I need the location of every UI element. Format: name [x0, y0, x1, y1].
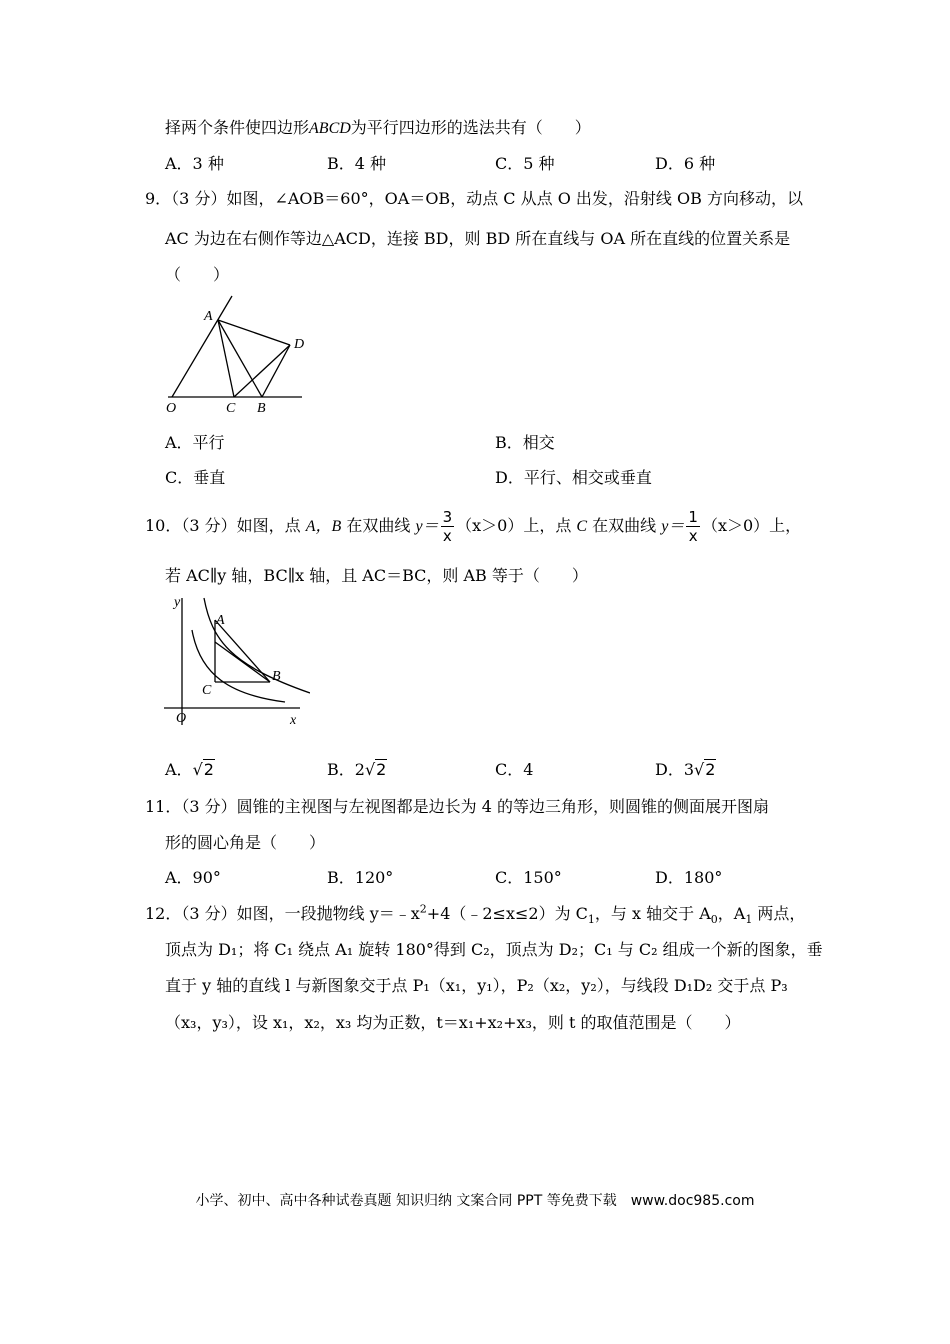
q9-stem-line3: （ ）: [165, 265, 230, 284]
q10-mid2: 在双曲线: [587, 516, 662, 535]
q12-stem-line3: 直于 y 轴的直线 l 与新图象交于点 P₁（x₁，y₁），P₂（x₂，y₂），与线段 D₁D₂ 交于点 P₃: [165, 976, 788, 995]
q10-option-d: [655, 759, 716, 781]
q8-abcd: ABCD: [309, 120, 351, 137]
q10-option-c-value: 4: [523, 760, 534, 779]
q8-option-b: B．4 种: [327, 154, 387, 173]
q10-ab: A，B: [305, 518, 342, 535]
q9-option-b: B．相交: [495, 433, 555, 452]
q10-cond1: （x＞0）上，点: [456, 516, 577, 535]
q12-line1-post: +4（﹣2≤x≤2）为 C: [426, 904, 588, 923]
q10-option-a-label: A．: [165, 760, 193, 779]
q12-line1-end3: 两点，: [752, 904, 806, 923]
q10-label-a: A: [216, 613, 225, 628]
q8-tail2-text: 为平行四边形的选法共有（ ）: [350, 118, 591, 137]
q10-option-a-radicand: 2: [203, 760, 214, 779]
q8-stem-tail: [165, 117, 591, 140]
sqrt-icon: √2: [364, 760, 387, 779]
q11-option-a: A．90°: [165, 868, 221, 887]
q12-stem-line2: 顶点为 D₁；将 C₁ 绕点 A₁ 旋转 180°得到 C₂，顶点为 D₂；C₁ 与 C₂ 组成一个新的图象，垂: [165, 940, 823, 959]
q12-sup2: 2: [419, 902, 427, 916]
q12-line1-end: ，与 x 轴交于 A: [594, 904, 711, 923]
page-footer: 小学、初中、高中各种试卷真题 知识归纳 文案合同 PPT 等免费下载 www.doc985.com: [195, 1193, 755, 1209]
q9-option-c: C．垂直: [165, 468, 226, 487]
q10-fraction-1-over-x: [686, 508, 700, 545]
q10-cond2: （x＞0）上，: [701, 516, 802, 535]
q10-label-x: x: [290, 713, 297, 728]
q11-option-b: B．120°: [327, 868, 394, 887]
q10-option-d-label: D．: [655, 760, 684, 779]
q8-option-a: A．3 种: [165, 154, 224, 173]
sqrt-icon: √2: [694, 760, 716, 779]
q11-option-d: D．180°: [655, 868, 723, 887]
q9-option-d: D．平行、相交或垂直: [495, 468, 652, 487]
q11-stem-line1: 11．（3 分）圆锥的主视图与左视图都是边长为 4 的等边三角形，则圆锥的侧面展开图扇: [145, 797, 769, 816]
q10-option-c: [495, 759, 533, 781]
q10-frac2-num: 1: [688, 508, 698, 526]
q10-frac2-den: x: [688, 527, 698, 545]
q12-line1-pre: 12．（3 分）如图，一段抛物线 y＝﹣x: [145, 904, 420, 923]
q8-option-d: D．6 种: [655, 154, 716, 173]
q12-line1-sub0: 0: [710, 913, 718, 927]
q10-figure: [160, 590, 310, 730]
q9-stem-line2: AC 为边在右侧作等边△ACD，连接 BD，则 BD 所在直线与 OA 所在直线的位置关系是: [165, 229, 791, 248]
q10-option-b-coef: 2: [354, 760, 365, 779]
q10-prefix: 10．（3 分）如图，点: [145, 516, 306, 535]
q8-option-c: C．5 种: [495, 154, 555, 173]
q10-label-y: y: [174, 595, 181, 610]
q10-mid1: 在双曲线: [341, 516, 416, 535]
q10-option-d-coef: 3: [683, 760, 695, 779]
q12-line1-sub1: 1: [745, 913, 753, 927]
q9-stem-line1: 9．（3 分）如图，∠AOB＝60°，OA＝OB，动点 C 从点 O 出发，沿射线 OB 方向移动，以: [145, 189, 803, 208]
sqrt-icon: √2: [192, 760, 214, 779]
q12-line1-end2: ，A: [717, 904, 746, 923]
q12-stem-line1: [145, 903, 805, 925]
q10-option-b-radicand: 2: [376, 760, 387, 779]
q9-label-a: A: [204, 309, 213, 324]
q10-option-d-radicand: 2: [705, 760, 716, 779]
q10-frac1-den: x: [442, 527, 452, 545]
q10-option-c-label: C．: [495, 760, 524, 779]
q9-figure: [160, 290, 310, 420]
q9-label-d: D: [294, 337, 305, 352]
q9-option-a: A．平行: [165, 433, 225, 452]
q11-option-c: C．150°: [495, 868, 562, 887]
q8-tail-text: 择两个条件使四边形: [165, 118, 310, 137]
q10-y2: y＝: [661, 518, 685, 535]
q12-stem-line4: （x₃，y₃），设 x₁，x₂，x₃ 均为正数，t＝x₁+x₂+x₃，则 t 的取值范围是（ ）: [165, 1013, 741, 1032]
q9-label-b: B: [257, 401, 266, 416]
q10-fraction-3-over-x: [441, 508, 455, 545]
q10-option-a: [165, 759, 215, 781]
q10-stem-line2: 若 AC∥y 轴，BC∥x 轴，且 AC＝BC，则 AB 等于（ ）: [165, 566, 588, 585]
q10-option-b-label: B．: [327, 760, 355, 779]
q12-line1-sub: 1: [587, 913, 595, 927]
q9-label-c: C: [226, 401, 236, 416]
q10-option-b: [327, 759, 387, 781]
q10-stem-line1: [145, 506, 801, 547]
q10-c: C: [576, 518, 588, 535]
q10-frac1-num: 3: [442, 508, 453, 526]
q10-label-o: O: [176, 711, 187, 726]
q10-label-c: C: [202, 683, 212, 698]
q10-y1: y＝: [415, 518, 439, 535]
q10-label-b: B: [272, 669, 281, 684]
q9-label-o: O: [166, 401, 177, 416]
q11-stem-line2: 形的圆心角是（ ）: [165, 833, 326, 852]
